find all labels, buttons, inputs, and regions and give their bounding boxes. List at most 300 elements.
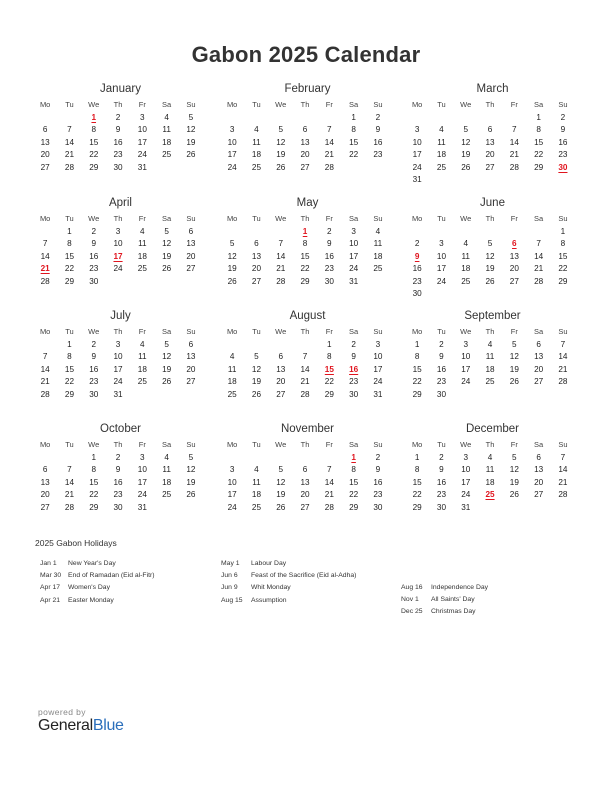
day-cell: 16 [113,137,123,147]
month-february [220,82,395,174]
day-cell: 23 [324,264,334,274]
day-cell: 13 [534,352,544,362]
holiday-date: Aug 15 [221,596,243,604]
day-cell: 28 [324,502,334,512]
weekday-header: Sa [349,327,359,336]
day-cell: 10 [227,477,237,487]
day-cell: 10 [113,239,123,249]
day-cell: 9 [375,465,381,475]
empty-cell [220,112,244,124]
day-cell: 14 [300,364,310,374]
holiday-day-cell: 25 [485,490,495,500]
empty-cell [220,226,244,238]
day-cell: 27 [186,264,196,274]
day-cell: 18 [162,137,172,147]
day-cell: 28 [64,162,74,172]
day-cell: 9 [351,352,356,362]
holiday-row [221,582,356,594]
weekday-header: Th [113,440,123,449]
day-cell: 16 [373,477,383,487]
day-cell: 11 [252,477,261,487]
day-cell: 11 [485,352,495,362]
day-cell: 19 [276,150,286,160]
day-cell: 19 [186,137,196,147]
powered-by-label: powered by [38,707,86,717]
day-cell: 6 [302,125,308,135]
holiday-name: New Year's Day [68,560,116,567]
day-cell: 27 [509,276,519,286]
day-cell: 10 [461,352,471,362]
month-name: January [100,83,141,95]
day-cell: 4 [487,340,493,349]
day-cell: 17 [436,264,446,274]
brand-general: General [38,717,93,734]
day-cell: 7 [67,465,72,475]
holiday-date: Apr 21 [40,596,61,604]
holiday-name: End of Ramadan (Eid al-Fitr) [68,572,155,580]
day-cell: 8 [536,125,541,135]
day-cell: 14 [324,137,334,147]
day-cell: 10 [412,137,422,147]
month-name: February [284,83,331,95]
day-cell: 12 [509,465,519,475]
day-cell: 11 [252,137,261,147]
day-cell: 7 [327,125,332,135]
day-cell: 14 [558,352,568,362]
day-cell: 13 [186,239,196,249]
day-cell: 19 [227,264,237,274]
day-cell: 6 [188,227,194,236]
month-name: November [280,423,335,435]
weekday-header: Fr [510,214,518,223]
holiday-date: Nov 1 [401,596,419,604]
day-cell: 26 [186,490,196,500]
weekday-header: Mo [226,214,238,223]
weekday-header: We [88,440,100,449]
day-cell: 14 [509,137,519,147]
day-cell: 13 [485,137,495,147]
weekday-header: Fr [325,100,333,109]
day-cell: 18 [227,377,237,387]
empty-cell [429,112,453,124]
holiday-name: Independence Day [431,584,489,591]
day-cell: 20 [40,150,50,160]
day-cell: 31 [113,389,123,399]
day-cell: 21 [276,264,286,274]
day-cell: 8 [351,465,356,475]
weekday-header: Th [485,440,495,449]
day-cell: 28 [534,276,544,286]
weekday-header: Tu [437,327,446,336]
day-cell: 28 [276,276,286,286]
day-cell: 28 [40,389,50,399]
day-cell: 5 [164,340,169,349]
month-may [220,196,395,288]
empty-cell [502,112,526,124]
weekday-header: Th [485,214,495,223]
day-cell: 15 [558,251,568,261]
day-cell: 14 [558,465,568,475]
day-cell: 16 [436,477,446,487]
holiday-name: Easter Monday [68,596,114,604]
month-november [220,422,395,514]
holiday-column [40,558,155,607]
day-cell: 24 [113,264,123,274]
weekday-header: Sa [349,440,359,449]
day-cell: 28 [558,490,568,500]
day-cell: 9 [560,125,566,135]
empty-cell [269,226,293,238]
day-cell: 7 [42,352,48,362]
day-cell: 27 [40,502,50,512]
day-cell: 6 [278,352,284,362]
empty-cell [502,226,526,238]
weekday-header: Su [558,327,568,336]
day-cell: 12 [186,125,196,135]
day-cell: 17 [137,137,147,147]
day-cell: 1 [414,453,420,462]
day-cell: 19 [509,477,519,487]
holiday-date: Jun 6 [221,572,238,580]
day-cell: 14 [40,251,50,261]
day-cell: 2 [115,113,121,122]
weekday-header: Fr [510,440,518,449]
day-cell: 1 [560,227,566,236]
day-cell: 1 [414,340,420,349]
day-cell: 3 [229,465,235,475]
day-cell: 29 [89,502,99,512]
day-cell: 28 [509,162,519,172]
month-name: May [296,197,319,209]
holiday-day-cell: 15 [324,364,334,374]
weekday-header: Th [300,214,310,223]
day-cell: 13 [251,251,261,261]
day-cell: 7 [512,125,517,135]
month-days-grid [33,438,208,514]
weekday-header: Mo [39,100,51,109]
day-cell: 23 [373,490,383,500]
day-cell: 28 [64,502,74,512]
day-cell: 5 [278,465,284,475]
day-cell: 16 [113,477,123,487]
day-cell: 3 [140,113,145,122]
holiday-day-cell: 1 [351,453,356,462]
weekday-header: Mo [411,440,423,449]
month-name: December [465,423,520,435]
holiday-row [221,558,356,570]
weekday-header: Sa [534,214,544,223]
day-cell: 15 [349,137,359,147]
day-cell: 1 [351,113,356,122]
weekday-header: Su [558,100,568,109]
day-cell: 31 [461,502,471,512]
day-cell: 4 [164,113,169,122]
day-cell: 8 [91,465,97,475]
day-cell: 19 [162,364,172,374]
day-cell: 30 [113,162,123,172]
day-cell: 2 [560,113,566,122]
day-cell: 20 [485,150,495,160]
day-cell: 8 [67,239,72,249]
day-cell: 3 [351,227,356,236]
day-cell: 18 [485,477,495,487]
empty-cell [293,339,317,351]
holiday-row [40,582,155,594]
brand-blue: Blue [92,717,124,734]
day-cell: 7 [302,352,308,362]
day-cell: 31 [349,276,359,286]
day-cell: 7 [327,465,332,475]
day-cell: 30 [324,276,334,286]
day-cell: 25 [137,377,147,387]
day-cell: 22 [64,264,74,274]
day-cell: 16 [89,364,99,374]
day-cell: 11 [138,352,147,362]
day-cell: 12 [276,477,286,487]
weekday-header: Fr [138,214,146,223]
day-cell: 16 [558,137,568,147]
month-july [33,309,208,401]
day-cell: 30 [412,288,422,298]
empty-cell [454,226,478,238]
month-october [33,422,208,514]
day-cell: 18 [137,251,147,261]
weekday-header: We [88,214,100,223]
weekday-header: We [460,100,472,109]
weekday-header: We [275,440,287,449]
day-cell: 2 [439,340,444,349]
day-cell: 5 [254,352,259,362]
day-cell: 6 [188,340,194,349]
month-january [33,82,208,174]
day-cell: 27 [300,502,310,512]
day-cell: 26 [485,276,495,286]
day-cell: 11 [227,364,237,374]
day-cell: 12 [509,352,519,362]
weekday-header: Th [300,440,310,449]
day-cell: 26 [509,377,519,387]
weekday-header: Sa [534,327,544,336]
day-cell: 30 [373,502,383,512]
holiday-date: Mar 30 [40,572,62,580]
day-cell: 21 [40,377,50,387]
day-cell: 27 [251,276,261,286]
day-cell: 22 [64,377,74,387]
day-cell: 12 [251,364,261,374]
day-cell: 26 [162,377,172,387]
day-cell: 11 [437,137,446,147]
day-cell: 14 [40,364,50,374]
weekday-header: Mo [226,440,238,449]
day-cell: 2 [375,113,381,122]
holiday-row [401,582,488,594]
day-cell: 21 [64,150,74,160]
month-name: June [480,197,505,209]
day-cell: 24 [373,377,383,387]
day-cell: 9 [91,239,97,249]
day-cell: 21 [324,490,334,500]
day-cell: 9 [439,465,444,475]
day-cell: 8 [327,352,332,362]
day-cell: 16 [324,251,334,261]
day-cell: 25 [485,377,495,387]
day-cell: 30 [113,502,123,512]
day-cell: 2 [439,453,444,462]
day-cell: 23 [436,377,446,387]
day-cell: 25 [162,150,172,160]
holiday-column [401,582,488,619]
holiday-date: Jun 9 [221,584,238,592]
empty-cell [33,452,57,464]
holiday-name: Women's Day [68,584,110,592]
day-cell: 12 [162,352,172,362]
empty-cell [405,226,429,238]
month-march [405,82,580,186]
day-cell: 10 [137,465,147,475]
day-cell: 15 [64,251,74,261]
footer-logo[interactable] [38,707,124,735]
day-cell: 30 [436,389,446,399]
day-cell: 5 [229,239,235,249]
day-cell: 16 [412,264,422,274]
weekday-header: We [275,100,287,109]
day-cell: 20 [534,364,544,374]
weekday-header: Sa [534,440,544,449]
day-cell: 26 [276,162,286,172]
day-cell: 29 [412,389,422,399]
day-cell: 19 [276,490,286,500]
day-cell: 20 [40,490,50,500]
empty-cell [269,452,293,464]
weekday-header: Tu [252,214,261,223]
weekday-header: Mo [39,327,51,336]
day-cell: 30 [89,389,99,399]
day-cell: 27 [276,389,286,399]
day-cell: 25 [461,276,471,286]
day-cell: 19 [251,377,261,387]
weekday-header: Mo [411,100,423,109]
day-cell: 2 [351,340,356,349]
day-cell: 29 [300,276,310,286]
month-june [405,196,580,300]
day-cell: 16 [436,364,446,374]
weekday-header: Su [373,214,383,223]
day-cell: 8 [560,239,566,249]
day-cell: 20 [534,477,544,487]
weekday-header: Mo [39,214,51,223]
day-cell: 8 [351,125,356,135]
day-cell: 3 [414,125,420,135]
day-cell: 2 [91,340,97,349]
day-cell: 22 [349,490,359,500]
day-cell: 21 [558,364,568,374]
day-cell: 20 [251,264,261,274]
day-cell: 26 [251,389,261,399]
day-cell: 23 [113,490,123,500]
day-cell: 6 [487,125,493,135]
empty-cell [33,226,57,238]
day-cell: 9 [115,125,121,135]
day-cell: 13 [534,465,544,475]
holiday-name: Labour Day [251,560,287,567]
month-days-grid [220,438,395,514]
day-cell: 15 [64,364,74,374]
day-cell: 18 [251,150,261,160]
weekday-header: Mo [39,440,51,449]
empty-cell [429,226,453,238]
day-cell: 20 [276,377,286,387]
day-cell: 26 [162,264,172,274]
day-cell: 16 [89,251,99,261]
weekday-header: Fr [138,100,146,109]
day-cell: 19 [162,251,172,261]
day-cell: 6 [42,125,48,135]
day-cell: 24 [349,264,359,274]
day-cell: 31 [373,389,383,399]
day-cell: 18 [436,150,446,160]
day-cell: 14 [276,251,286,261]
empty-cell [33,112,57,124]
day-cell: 1 [91,453,97,462]
empty-cell [293,112,317,124]
day-cell: 18 [251,490,261,500]
day-cell: 14 [64,477,74,487]
day-cell: 17 [137,477,147,487]
empty-cell [317,452,341,464]
weekday-header: We [460,440,472,449]
day-cell: 31 [137,502,147,512]
day-cell: 5 [164,227,169,236]
day-cell: 7 [67,125,72,135]
day-cell: 24 [137,490,147,500]
day-cell: 6 [302,465,308,475]
month-days-grid [220,212,395,288]
day-cell: 2 [115,453,121,462]
weekday-header: Th [113,214,123,223]
day-cell: 7 [560,453,566,462]
day-cell: 4 [140,340,145,349]
day-cell: 24 [412,162,422,172]
day-cell: 22 [534,150,544,160]
holiday-day-cell: 9 [414,251,420,261]
day-cell: 18 [373,251,383,261]
day-cell: 15 [89,477,99,487]
holiday-date: Dec 25 [401,608,423,616]
day-cell: 24 [227,502,237,512]
day-cell: 14 [324,477,334,487]
day-cell: 5 [188,453,194,462]
day-cell: 1 [67,227,72,236]
day-cell: 24 [227,162,237,172]
day-cell: 11 [138,239,147,249]
day-cell: 26 [276,502,286,512]
day-cell: 22 [412,490,422,500]
holiday-row [40,558,155,570]
weekday-header: Sa [162,100,172,109]
day-cell: 8 [414,465,420,475]
holiday-name: All Saints' Day [431,596,475,604]
day-cell: 15 [349,477,359,487]
day-cell: 13 [509,251,519,261]
day-cell: 12 [461,137,471,147]
day-cell: 4 [487,453,493,462]
weekday-header: Sa [349,214,359,223]
weekday-header: Tu [252,100,261,109]
day-cell: 25 [251,502,261,512]
weekday-header: Tu [437,100,446,109]
day-cell: 30 [89,276,99,286]
day-cell: 17 [227,150,237,160]
